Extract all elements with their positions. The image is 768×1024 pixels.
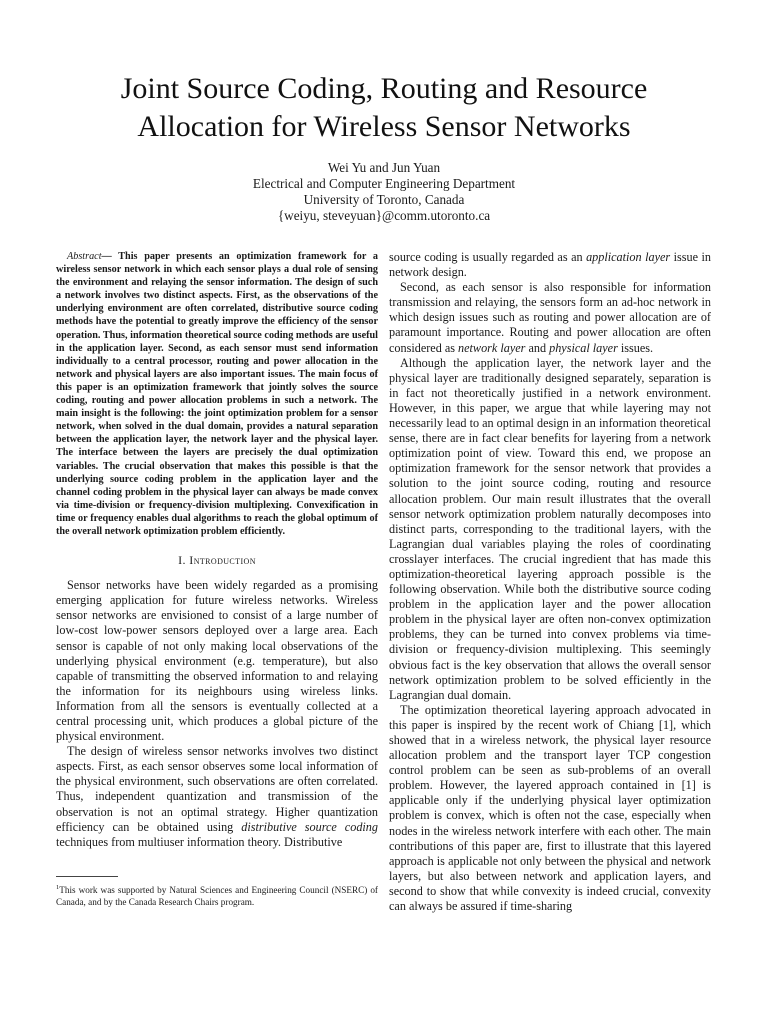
intro-paragraph-1: Sensor networks have been widely regarded as a promising emerging application for future wireless networks. Wireless sensor networks are envisioned to consist of a large number of low-cost low-power sensors deployed over a large area. Each sensor is capable of not only making local observations of the underlying physical environment (e.g. temperature), but also capable of transmitting the observed information to and relaying the information for its neighbours using wireless links. Information from all the sensors is eventually collected at a central processing unit, which produces a global picture of the physical environment. (56, 578, 378, 744)
right-paragraph-0 (389, 250, 711, 280)
abstract (56, 250, 378, 538)
right-paragraph-1-part-a: Second, as each sensor is also responsible for information transmission and relaying, the sensors form an ad-hoc network in which design issues such as routing and power allocation are of paramount importance. Routing and power allocation are often considered as (389, 280, 711, 355)
footnote-text: This work was supported by Natural Sciences and Engineering Council (NSERC) of Canada, and by the Canada Research Chairs program. (56, 885, 378, 907)
right-paragraph-1-emphasis-1: network layer (458, 340, 526, 355)
paper-title (0, 70, 768, 146)
abstract-text: — This paper presents an optimization framework for a wireless sensor network in which each sensor plays a dual role of sensing the environment and relaying the sensor information. The design of such a network involves two distinct aspects. First, as the observations of the underlying environment are often correlated, distributive source coding methods have the potential to greatly improve the efficiency of the sensor operation. Thus, information theoretical source coding methods are useful in the application layer. Second, as each sensor must send information individually to a central processor, routing and power allocation in the network and physical layers are also important issues. The main focus of this paper is an optimization framework that jointly solves the source coding, routing and power allocation problems in such a network. The main insight is the following: the joint optimization problem for a sensor network, when solved in the dual domain, provides a natural separation between the application layer, the network layer and the physical layer. The interface between the layers are precisely the dual optimization variables. The crucial observation that makes this possible is that the underlying source coding problem in the application layer and the channel coding problem in the physical layer can always be made convex via time-division or frequency-division multiplexing. Convexification in time or frequency enables dual algorithms to reach the global optimum of the overall network optimization problem efficiently. (56, 251, 378, 537)
footnote (56, 882, 378, 908)
left-column (56, 250, 378, 850)
right-paragraph-1-and: and (525, 340, 550, 355)
right-column (389, 250, 711, 914)
right-paragraph-1-part-b: issues. (617, 340, 654, 355)
author-university: University of Toronto, Canada (303, 192, 465, 207)
intro-paragraph-2 (56, 744, 378, 850)
right-paragraph-0-emphasis: application layer (586, 250, 671, 264)
author-department: Electrical and Computer Engineering Department (252, 176, 516, 191)
right-paragraph-2: Although the application layer, the network layer and the physical layer are traditionally designed separately, separation is in fact not theoretically justified in a network environment. However, in this paper, we argue that while layering may not necessarily lead to an optimal design in an information theoretical sense, there are in fact clear benefits for layering from a network optimization point of view. Toward this end, we propose an optimization framework for the sensor network that provides a solution to the joint source coding, routing and resource allocation problem. Our main result illustrates that the overall sensor network optimization problem naturally decomposes into distinct parts, corresponding to the traditional layers, with the Lagrangian dual variables playing the roles of coordinating crosslayer interfaces. The crucial ingredient that has made this optimization-theoretical layering approach possible is the following observation. While both the distributive source coding problem in the application layer and the power allocation problem in the physical layer are often non-convex optimization problems, they can be turned into convex problems via time-division or frequency-division multiplexing. This seemingly obvious fact is the key observation that allows the overall sensor network optimization problem to be solved efficiently in the Lagrangian dual domain. (389, 355, 711, 702)
author-names: Wei Yu and Jun Yuan (327, 160, 441, 175)
footnote-mark: 1 (56, 884, 60, 891)
author-email: {weiyu, steveyuan}@comm.utoronto.ca (277, 208, 491, 223)
intro-paragraph-2-emphasis: distributive source coding (241, 819, 378, 834)
right-paragraph-1 (389, 280, 711, 355)
right-paragraph-3: The optimization theoretical layering approach advocated in this paper is inspired by the recent work of Chiang [1], which showed that in a wireless network, the physical layer resource allocation problem and the transport layer TCP congestion control problem can be seen as sub-problems of an overall problem. However, the layered approach contained in [1] is applicable only if the underlying physical layer optimization problem is convex, which is often not the case, especially when nodes in the wireless network interfere with each other. The main contributions of this paper are, first to illustrate that this layered approach is applicable not only between the physical and network layers, but also between network and application layers, and second to show that while convexity is indeed crucial, convexity can always be assured if time-sharing (389, 702, 711, 914)
abstract-label: Abstract (67, 251, 102, 262)
title-line-2: Allocation for Wireless Sensor Networks (137, 110, 631, 143)
intro-paragraph-2-part-b: techniques from multiuser information theory. Distributive (56, 834, 343, 849)
footnote-divider (56, 876, 118, 877)
right-paragraph-0-part-b: issue in network design. (389, 250, 711, 280)
section-heading-introduction: I. Introduction (178, 553, 256, 568)
author-block (0, 160, 768, 224)
title-line-1: Joint Source Coding, Routing and Resource (120, 72, 648, 105)
intro-paragraph-2-part-a: The design of wireless sensor networks involves two distinct aspects. First, as each sensor observes some local information of the physical environment, such observations are often correlated. Thus, independent quantization and transmission of the observation is not an optimal strategy. Higher quantization efficiency can be obtained using (56, 744, 378, 834)
right-paragraph-1-emphasis-2: physical layer (549, 340, 618, 355)
right-paragraph-0-part-a: source coding is usually regarded as an (389, 250, 587, 264)
